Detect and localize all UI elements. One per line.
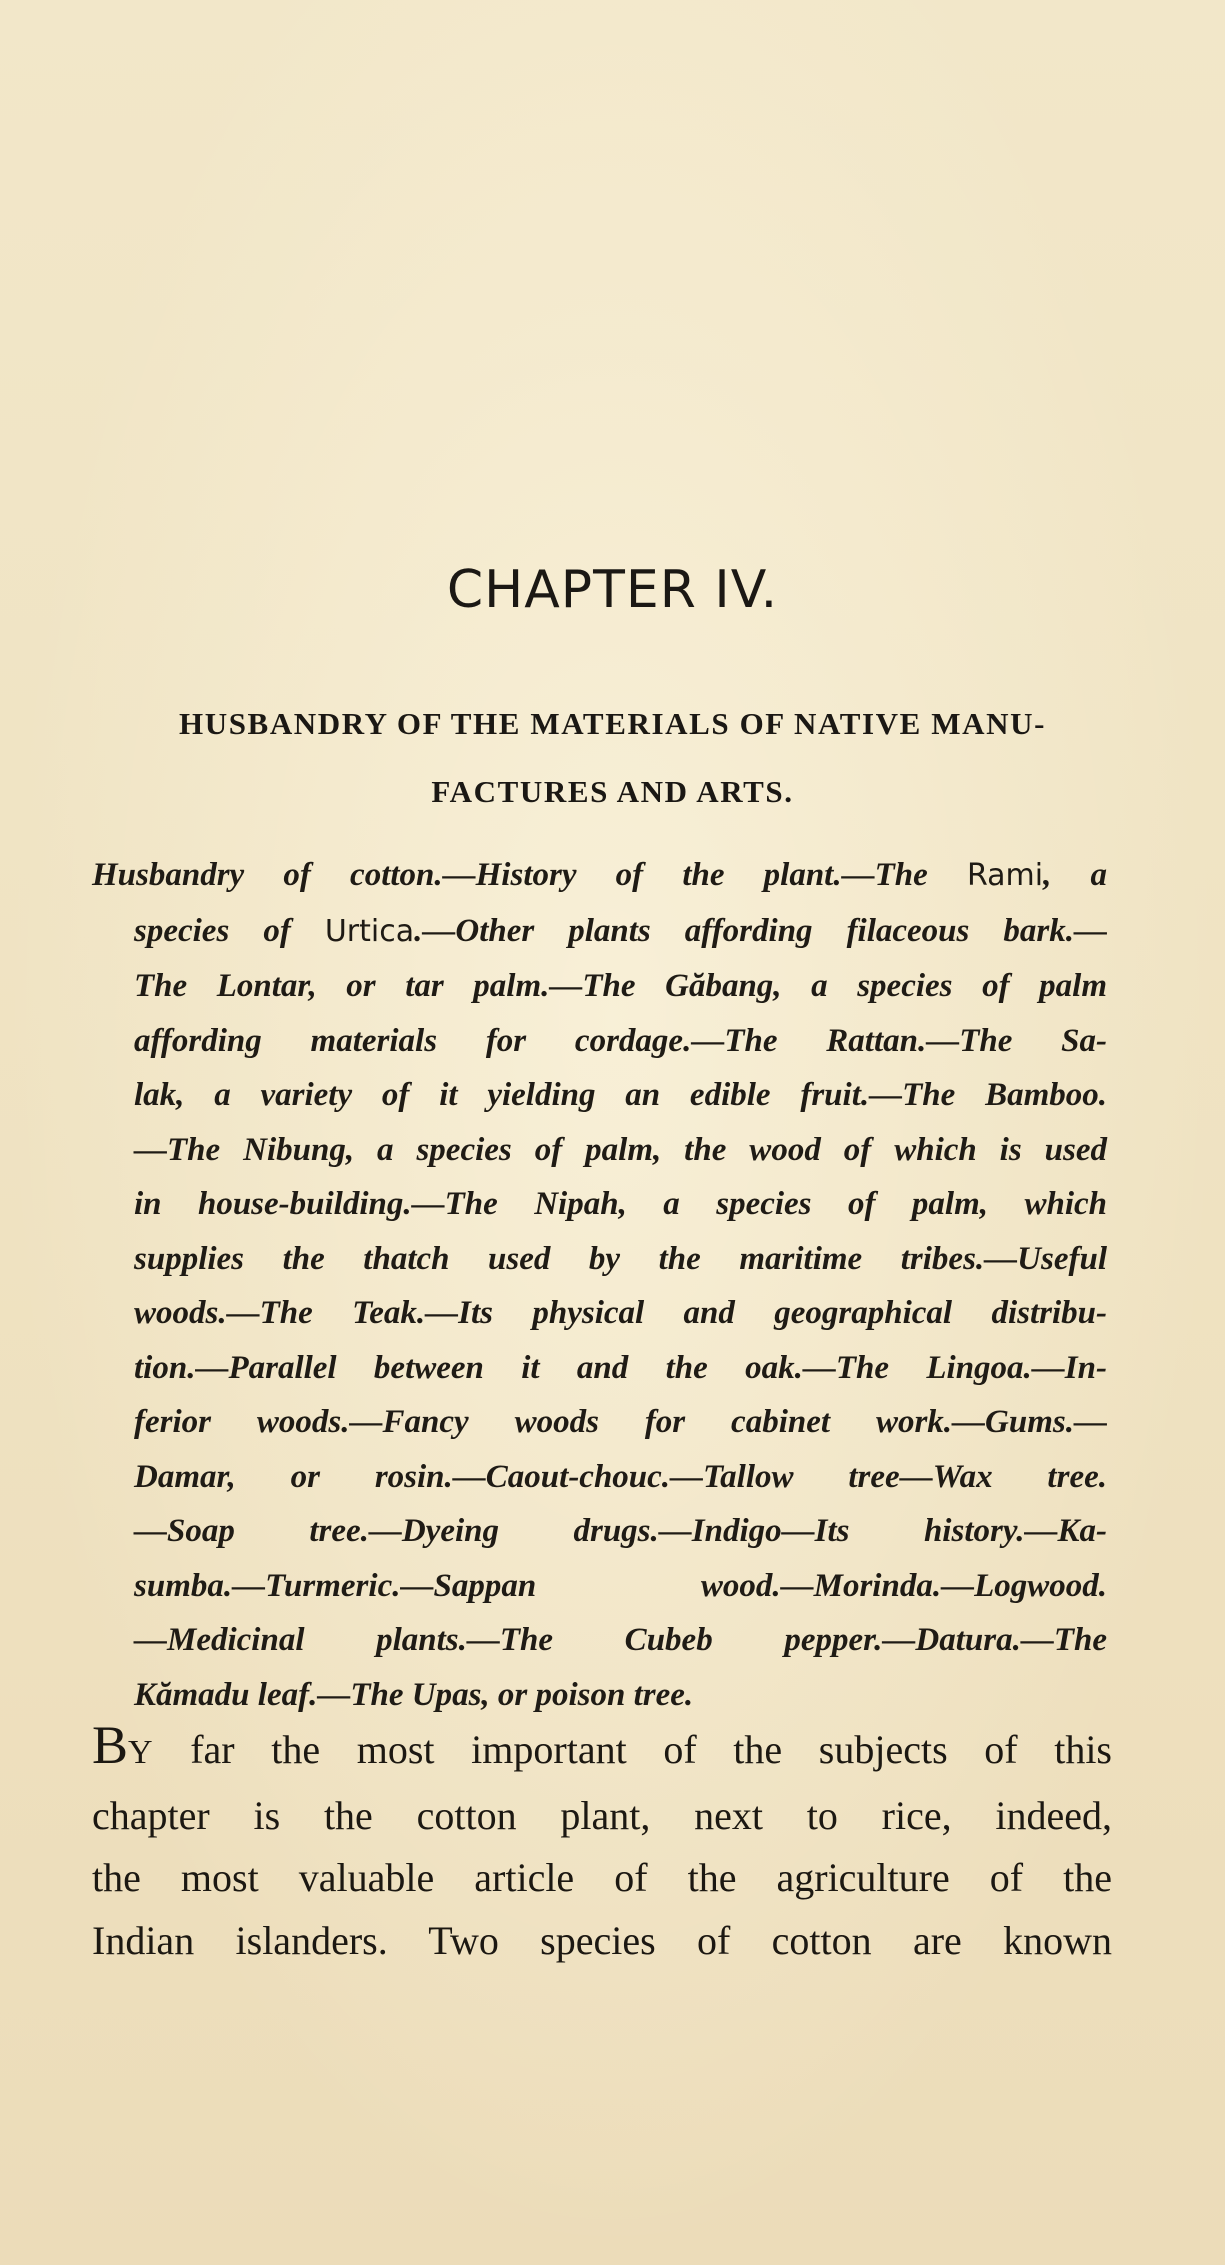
synopsis-text: species of (134, 912, 325, 949)
body-paragraph (92, 1715, 1112, 1972)
chapter-heading (90, 690, 1135, 826)
synopsis-text: Husbandry of cotton.—History of the plant.—The (92, 857, 967, 893)
synopsis-roman-term: Rami (966, 858, 1044, 893)
chapter-title: CHAPTER IV. (446, 560, 779, 620)
synopsis-line-16: Kămadu leaf.—The Upas, or poison tree. (134, 1676, 694, 1713)
synopsis-line-10: tion.—Parallel between it and the oak.—The Lingoa.—In- (134, 1349, 1107, 1386)
drop-cap: B (92, 1715, 129, 1775)
chapter-heading-line-1: HUSBANDRY OF THE MATERIALS OF NATIVE MANU- (179, 706, 1046, 741)
chapter-heading-line-2: FACTURES AND ARTS. (431, 774, 794, 809)
synopsis-line-4: affording materials for cordage.—The Rattan.—The Sa- (134, 1022, 1107, 1059)
synopsis-line-15: —Medicinal plants.—The Cubeb pepper.—Datura.—The (134, 1622, 1107, 1658)
body-line-2: chapter is the cotton plant, next to rice, indeed, (92, 1792, 1112, 1838)
synopsis-line-9: woods.—The Teak.—Its physical and geographical distribu- (134, 1295, 1107, 1331)
synopsis-line-1 (92, 848, 1107, 904)
chapter-synopsis (92, 848, 1107, 1722)
synopsis-line-12: Damar, or rosin.—Caout-chouc.—Tallow tree—Wax tree. (134, 1458, 1107, 1495)
synopsis-line-3: The Lontar, or tar palm.—The Găbang, a species of palm (134, 968, 1107, 1004)
synopsis-line-5: lak, a variety of it yielding an edible fruit.—The Bamboo. (134, 1077, 1107, 1113)
synopsis-line-7: in house-building.—The Nipah, a species of palm, which (134, 1186, 1107, 1222)
synopsis-line-2 (92, 904, 1107, 960)
synopsis-line-6: —The Nibung, a species of palm, the wood of which is used (134, 1131, 1107, 1168)
body-line-3: the most valuable article of the agriculture of the (92, 1855, 1112, 1900)
synopsis-line-8: supplies the thatch used by the maritime tribes.—Useful (134, 1240, 1107, 1277)
small-cap: Y (128, 1734, 154, 1771)
body-text: far the most important of the subjects of this (153, 1727, 1112, 1772)
body-line-1 (92, 1715, 1112, 1785)
synopsis-text: , a (1043, 857, 1108, 893)
synopsis-line-11: ferior woods.—Fancy woods for cabinet work.—Gums.— (134, 1404, 1107, 1440)
synopsis-roman-term: Urtica (324, 913, 415, 949)
synopsis-line-14: sumba.—Turmeric.—Sappan wood.—Morinda.—Logwood. (134, 1567, 1107, 1604)
synopsis-line-13: —Soap tree.—Dyeing drugs.—Indigo—Its history.—Ka- (134, 1513, 1107, 1549)
body-line-4: Indian islanders. Two species of cotton are known (92, 1917, 1112, 1963)
synopsis-text: .—Other plants affording filaceous bark.— (414, 912, 1107, 949)
